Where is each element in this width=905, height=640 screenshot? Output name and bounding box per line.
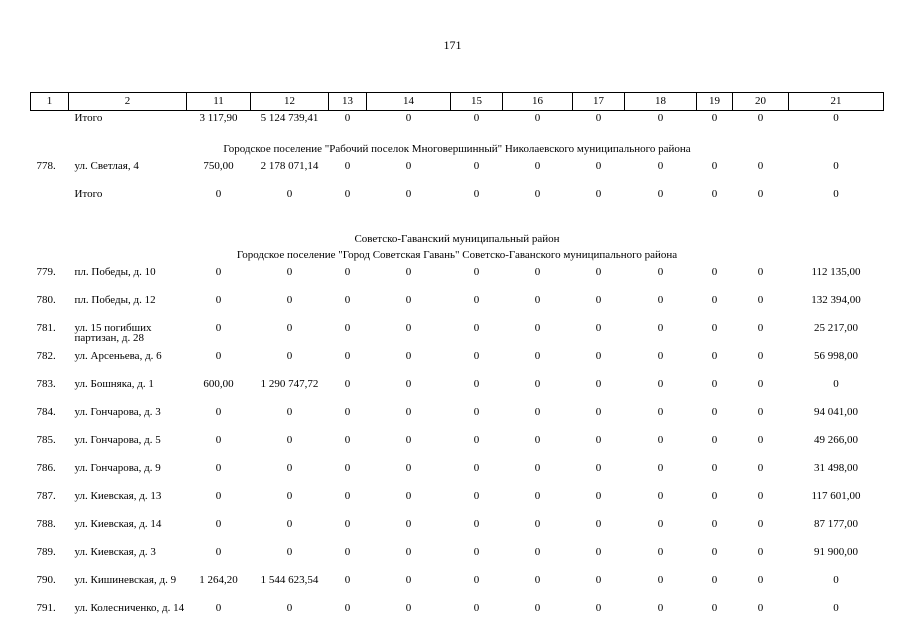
value-cell: 0 (344, 350, 351, 362)
value-cell: 0 (595, 378, 602, 390)
value-cell: 0 (473, 406, 480, 418)
value-cell: 0 (757, 322, 764, 334)
value-cell: 112 135,00 (811, 266, 861, 278)
value-cell: 0 (286, 490, 293, 502)
row-number: 789. (36, 546, 56, 558)
header-row (31, 93, 884, 111)
value-cell: 0 (344, 322, 351, 334)
value-cell: 0 (344, 294, 351, 306)
table-row (31, 461, 884, 489)
value-cell: 750,00 (203, 160, 234, 172)
value-cell: 0 (344, 490, 351, 502)
column-header: 14 (367, 93, 451, 111)
value-cell: 132 394,00 (811, 294, 861, 306)
value-cell: 0 (595, 350, 602, 362)
value-cell: 0 (657, 490, 664, 502)
value-cell: 0 (286, 266, 293, 278)
table-row (31, 601, 884, 629)
row-number: 783. (36, 378, 56, 390)
value-cell: 0 (595, 188, 602, 200)
value-cell: 94 041,00 (814, 406, 858, 418)
value-cell: 117 601,00 (811, 490, 861, 502)
value-cell: 0 (711, 490, 718, 502)
value-cell: 0 (534, 350, 541, 362)
value-cell: 0 (286, 602, 293, 614)
row-number: 787. (36, 490, 56, 502)
value-cell: 0 (595, 112, 602, 124)
value-cell: 0 (757, 602, 764, 614)
value-cell: 0 (711, 322, 718, 334)
address: ул. Арсеньева, д. 6 (74, 350, 162, 362)
value-cell: 0 (344, 518, 351, 530)
value-cell: 0 (757, 434, 764, 446)
value-cell: 0 (344, 406, 351, 418)
value-cell: 0 (405, 546, 412, 558)
value-cell: 0 (215, 434, 222, 446)
value-cell: 0 (286, 546, 293, 558)
value-cell: 0 (405, 378, 412, 390)
value-cell: 0 (534, 188, 541, 200)
page-number: 171 (443, 38, 462, 52)
value-cell: 0 (657, 112, 664, 124)
value-cell: 0 (473, 160, 480, 172)
row-number: 790. (36, 574, 56, 586)
value-cell: 0 (833, 112, 839, 124)
value-cell: 0 (534, 406, 541, 418)
value-cell: 0 (473, 602, 480, 614)
value-cell: 0 (534, 266, 541, 278)
address: ул. Светлая, 4 (74, 160, 139, 172)
value-cell: 0 (344, 188, 351, 200)
value-cell: 0 (657, 160, 664, 172)
total-row (31, 111, 884, 140)
value-cell: 0 (534, 602, 541, 614)
value-cell: 0 (711, 434, 718, 446)
value-cell: 0 (657, 434, 664, 446)
value-cell: 56 998,00 (814, 350, 858, 362)
value-cell: 0 (215, 518, 222, 530)
row-number (31, 111, 69, 140)
value-cell: 3 117,90 (199, 112, 238, 124)
row-number: 784. (36, 406, 56, 418)
district-heading: Советско-Гаванский муниципальный район (354, 233, 560, 245)
value-cell: 0 (757, 406, 764, 418)
table-row (31, 159, 884, 187)
address: ул. Гончарова, д. 3 (74, 406, 161, 418)
value-cell: 0 (344, 546, 351, 558)
value-cell: 0 (595, 266, 602, 278)
table-row (31, 573, 884, 601)
value-cell: 0 (534, 434, 541, 446)
row-number: 779. (36, 266, 56, 278)
data-table (30, 92, 884, 629)
value-cell: 0 (534, 322, 541, 334)
value-cell: 0 (405, 160, 412, 172)
value-cell: 0 (833, 188, 839, 200)
value-cell: 0 (344, 160, 351, 172)
value-cell: 0 (711, 188, 718, 200)
value-cell: 0 (711, 574, 718, 586)
row-number: 785. (36, 434, 56, 446)
value-cell: 0 (833, 160, 839, 172)
column-header: 17 (573, 93, 625, 111)
value-cell: 0 (757, 350, 764, 362)
column-header: 1 (31, 93, 69, 111)
value-cell: 0 (595, 602, 602, 614)
value-cell: 0 (595, 518, 602, 530)
spacer-row (31, 215, 884, 231)
row-number: 778. (36, 160, 56, 172)
value-cell: 0 (473, 322, 480, 334)
value-cell: 0 (286, 406, 293, 418)
column-header: 18 (625, 93, 697, 111)
value-cell: 0 (286, 188, 293, 200)
value-cell: 91 900,00 (814, 546, 858, 558)
value-cell: 0 (215, 406, 222, 418)
value-cell: 0 (405, 518, 412, 530)
value-cell: 5 124 739,41 (260, 112, 319, 124)
value-cell: 0 (833, 602, 839, 614)
value-cell: 0 (757, 462, 764, 474)
value-cell: 0 (595, 322, 602, 334)
value-cell: 0 (757, 160, 764, 172)
value-cell: 0 (657, 378, 664, 390)
value-cell: 0 (215, 266, 222, 278)
value-cell: 0 (215, 546, 222, 558)
value-cell: 0 (757, 266, 764, 278)
value-cell: 0 (405, 490, 412, 502)
value-cell: 1 290 747,72 (260, 378, 319, 390)
value-cell: 0 (405, 602, 412, 614)
value-cell: 0 (215, 294, 222, 306)
value-cell: 0 (344, 462, 351, 474)
address: ул. Бошняка, д. 1 (74, 378, 154, 390)
value-cell: 1 544 623,54 (260, 574, 319, 586)
column-header: 12 (251, 93, 329, 111)
value-cell: 2 178 071,14 (260, 160, 319, 172)
value-cell: 0 (473, 546, 480, 558)
value-cell: 0 (405, 322, 412, 334)
value-cell: 0 (405, 112, 412, 124)
table-row (31, 377, 884, 405)
address: пл. Победы, д. 10 (74, 266, 156, 278)
value-cell: 0 (711, 294, 718, 306)
total-label: Итого (74, 188, 103, 200)
column-header: 16 (503, 93, 573, 111)
value-cell: 0 (534, 518, 541, 530)
value-cell: 0 (657, 294, 664, 306)
value-cell: 0 (473, 490, 480, 502)
value-cell: 0 (405, 574, 412, 586)
value-cell: 31 498,00 (814, 462, 858, 474)
value-cell: 0 (711, 378, 718, 390)
section-heading: Городское поселение "Город Советская Гавань" Советско-Гаванского муниципального района (236, 248, 678, 261)
value-cell: 0 (473, 350, 480, 362)
table-row (31, 433, 884, 461)
table-row (31, 489, 884, 517)
value-cell: 0 (657, 406, 664, 418)
value-cell: 0 (405, 294, 412, 306)
table-row (31, 265, 884, 293)
value-cell: 0 (595, 462, 602, 474)
value-cell: 0 (757, 294, 764, 306)
table-row (31, 321, 884, 349)
value-cell: 0 (711, 518, 718, 530)
value-cell: 0 (344, 574, 351, 586)
value-cell: 0 (405, 406, 412, 418)
value-cell: 0 (711, 406, 718, 418)
total-row (31, 187, 884, 215)
value-cell: 0 (215, 322, 222, 334)
value-cell: 0 (215, 188, 222, 200)
value-cell: 0 (595, 490, 602, 502)
value-cell: 0 (757, 490, 764, 502)
address: ул. Киевская, д. 14 (74, 518, 162, 530)
address: ул. Гончарова, д. 5 (74, 434, 161, 446)
value-cell: 0 (595, 574, 602, 586)
value-cell: 0 (344, 602, 351, 614)
value-cell: 600,00 (203, 378, 234, 390)
value-cell: 0 (711, 546, 718, 558)
value-cell: 0 (757, 518, 764, 530)
value-cell: 0 (405, 350, 412, 362)
value-cell: 0 (473, 462, 480, 474)
value-cell: 0 (833, 378, 839, 390)
value-cell: 0 (711, 112, 718, 124)
column-header: 21 (789, 93, 884, 111)
value-cell: 0 (657, 188, 664, 200)
value-cell: 0 (286, 322, 293, 334)
address: ул. Киевская, д. 13 (74, 490, 162, 502)
value-cell: 0 (286, 350, 293, 362)
value-cell: 0 (657, 266, 664, 278)
value-cell: 0 (534, 294, 541, 306)
section-heading-row (31, 245, 884, 265)
section-heading-row (31, 139, 884, 159)
column-header: 19 (697, 93, 733, 111)
row-number: 782. (36, 350, 56, 362)
value-cell: 0 (534, 546, 541, 558)
value-cell: 0 (473, 434, 480, 446)
address: ул. Кишиневская, д. 9 (74, 574, 177, 586)
value-cell: 0 (473, 378, 480, 390)
value-cell: 0 (711, 462, 718, 474)
value-cell: 0 (657, 350, 664, 362)
value-cell: 0 (711, 266, 718, 278)
column-header: 20 (733, 93, 789, 111)
value-cell: 0 (286, 434, 293, 446)
value-cell: 0 (534, 160, 541, 172)
table-row (31, 405, 884, 433)
row-number: 791. (36, 602, 56, 614)
value-cell: 49 266,00 (814, 434, 858, 446)
address: ул. Гончарова, д. 9 (74, 462, 161, 474)
table-row (31, 293, 884, 321)
value-cell: 0 (286, 462, 293, 474)
value-cell: 0 (286, 518, 293, 530)
value-cell: 0 (344, 434, 351, 446)
total-label: Итого (74, 112, 103, 124)
row-number (31, 187, 69, 215)
table-row (31, 517, 884, 545)
value-cell: 0 (657, 602, 664, 614)
value-cell: 0 (757, 188, 764, 200)
row-number: 781. (36, 322, 56, 334)
value-cell: 0 (473, 574, 480, 586)
value-cell: 0 (344, 378, 351, 390)
value-cell: 0 (215, 490, 222, 502)
column-header: 13 (329, 93, 367, 111)
value-cell: 0 (657, 546, 664, 558)
value-cell: 0 (473, 188, 480, 200)
table-row (31, 349, 884, 377)
value-cell: 0 (757, 546, 764, 558)
value-cell: 0 (473, 294, 480, 306)
value-cell: 0 (534, 112, 541, 124)
address: пл. Победы, д. 12 (74, 294, 156, 306)
value-cell: 0 (595, 546, 602, 558)
value-cell: 0 (657, 518, 664, 530)
value-cell: 87 177,00 (814, 518, 858, 530)
value-cell: 0 (657, 462, 664, 474)
table-row (31, 545, 884, 573)
value-cell: 0 (405, 462, 412, 474)
value-cell: 0 (595, 434, 602, 446)
row-number: 780. (36, 294, 56, 306)
column-header: 2 (69, 93, 187, 111)
value-cell: 0 (757, 112, 764, 124)
value-cell: 0 (344, 112, 351, 124)
value-cell: 0 (833, 574, 839, 586)
value-cell: 0 (405, 188, 412, 200)
value-cell: 0 (595, 406, 602, 418)
value-cell: 0 (711, 160, 718, 172)
value-cell: 0 (595, 294, 602, 306)
value-cell: 0 (473, 518, 480, 530)
address: ул. Киевская, д. 3 (74, 546, 156, 558)
value-cell: 0 (473, 112, 480, 124)
value-cell: 0 (215, 350, 222, 362)
value-cell: 0 (215, 602, 222, 614)
value-cell: 0 (405, 434, 412, 446)
value-cell: 0 (534, 378, 541, 390)
value-cell: 0 (405, 266, 412, 278)
value-cell: 0 (757, 378, 764, 390)
row-number: 786. (36, 462, 56, 474)
row-number: 788. (36, 518, 56, 530)
value-cell: 0 (534, 490, 541, 502)
column-header: 11 (187, 93, 251, 111)
value-cell: 0 (534, 574, 541, 586)
value-cell: 0 (286, 294, 293, 306)
value-cell: 0 (215, 462, 222, 474)
column-header: 15 (451, 93, 503, 111)
value-cell: 0 (595, 160, 602, 172)
spacer-cell (31, 215, 884, 231)
section-heading: Городское поселение "Рабочий поселок Многовершинный" Николаевского муниципального района (223, 142, 691, 155)
address: ул. Колесниченко, д. 14 (74, 602, 185, 614)
value-cell: 0 (711, 602, 718, 614)
address: ул. 15 погибших партизан, д. 28 (74, 322, 152, 344)
value-cell: 0 (344, 266, 351, 278)
value-cell: 0 (711, 350, 718, 362)
value-cell: 0 (757, 574, 764, 586)
value-cell: 0 (657, 322, 664, 334)
value-cell: 0 (657, 574, 664, 586)
value-cell: 25 217,00 (814, 322, 858, 334)
value-cell: 1 264,20 (199, 574, 238, 586)
district-heading-row (31, 231, 884, 245)
value-cell: 0 (534, 462, 541, 474)
value-cell: 0 (473, 266, 480, 278)
